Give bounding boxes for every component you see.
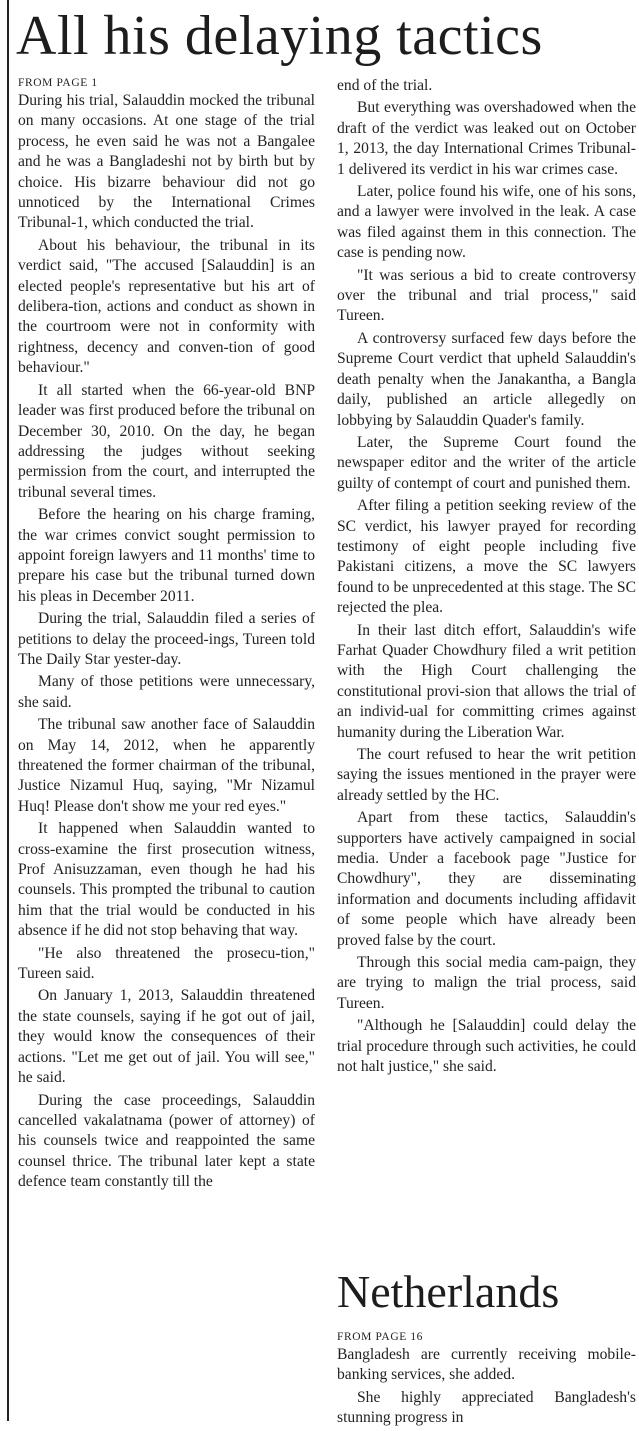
paragraph: But everything was overshadowed when the draft of the verdict was leaked out on October 1, 2013, the day International Crimes Tribunal-1 delivered its verdict in his war crimes case.	[337, 99, 636, 178]
paragraph: A controversy surfaced few days before the Supreme Court verdict that upheld Salauddin's death penalty when the Janakantha, a Bangla daily, published an article allegedly on lobbying by Salauddin Quader's family.	[337, 329, 636, 429]
paragraph: During his trial, Salauddin mocked the tribunal on many occasions. At one stage of the trial process, he even said he was not a Bangalee and he was a Bangladeshi not by birth but by choice. His bizarre behaviour did not go unnoticed by the International Crimes Tribunal-1, which conducted the trial.	[18, 92, 315, 232]
paragraph: "It was serious a bid to create controversy over the tribunal and trial process," said Tureen.	[337, 266, 636, 325]
paragraph: Later, police found his wife, one of his sons, and a lawyer were involved in the leak. A case was filed against them in this connection. The case is pending now.	[337, 183, 636, 262]
continuation-line: end of the trial.	[337, 77, 433, 94]
paragraph: Apart from these tactics, Salauddin's supporters have actively campaigned in social media. Under a facebook page "Justice for Chowdhury", they are disseminating information and documents including affidavit of some people which have already been proved false by the court.	[337, 809, 636, 949]
second-headline: Netherlands	[337, 1266, 560, 1317]
paragraph: After filing a petition seeking review of the SC verdict, his lawyer prayed for recording testimony of eight people including five Pakistani citizens, a move the SC lawyers found to be unprecedented at this stage. The SC rejected the plea.	[337, 497, 636, 617]
article-column-left	[18, 76, 315, 1195]
paragraph: Through this social media cam-paign, they are trying to malign the trial process, said Tureen.	[337, 954, 636, 1012]
second-paragraphs	[337, 1345, 636, 1429]
paragraph: "Although he [Salauddin] could delay the trial procedure through such activities, he could not halt justice," she said.	[337, 1017, 636, 1076]
second-article-column	[337, 1330, 636, 1431]
paragraph: In their last ditch effort, Salauddin's wife Farhat Quader Chowdhury filed a writ petition with the High Court challenging the constitutional provi-sion that allows the trial of an individ-ual for committing crimes against humanity during the Liberation War.	[337, 621, 636, 741]
paragraph: Later, the Supreme Court found the newspaper editor and the writer of the article guilty of contempt of court and punished them.	[337, 433, 636, 492]
left-paragraphs	[18, 91, 315, 1193]
column-rule	[7, 0, 9, 1421]
jump-label: FROM PAGE 1	[18, 77, 98, 89]
article-column-right	[337, 76, 636, 1080]
right-paragraphs	[337, 98, 636, 1077]
paragraph: The tribunal saw another face of Salauddin on May 14, 2012, when he apparently threatened the former chairman of the tribunal, Justice Nizamul Huq, saying, "Mr Nizamul Huq! Please don't show me your red eyes."	[18, 716, 315, 815]
paragraph: On January 1, 2013, Salauddin threatened the state counsels, saying if he got out of jail, they would know the consequences of their actions. "Let me get out of jail. You will see," he said.	[18, 987, 315, 1087]
paragraph: Bangladesh are currently receiving mobile-banking services, she added.	[337, 1346, 636, 1384]
paragraph: Many of those petitions were unnecessary, she said.	[18, 673, 315, 711]
paragraph: Before the hearing on his charge framing, the war crimes convict sought permission to appoint foreign lawyers and 11 months' time to prepare his case but the tribunal turned down his pleas in December 2011.	[18, 506, 315, 605]
paragraph: About his behaviour, the tribunal in its verdict said, "The accused [Salauddin] is an elected people's representative but his art of delibera-tion, actions and conduct as shown in the courtroom were not in conformity with rightness, decency and conven-tion of good behaviour."	[18, 236, 315, 377]
paragraph: During the case proceedings, Salauddin cancelled vakalatnama (power of attorney) of his counsels twice and reappointed the same counsel thrice. The tribunal later kept a state defence team constantly till the	[18, 1091, 315, 1191]
paragraph: During the trial, Salauddin filed a series of petitions to delay the proceed-ings, Tureen told The Daily Star yester-day.	[18, 610, 315, 668]
paragraph: It all started when the 66-year-old BNP leader was first produced before the tribunal on December 30, 2010. On the day, he began addressing the judges without seeking permission from the court, and interrupted the tribunal several times.	[18, 381, 315, 501]
paragraph: The court refused to hear the writ petition saying the issues mentioned in the prayer were already settled by the HC.	[337, 746, 636, 804]
second-jump-label: FROM PAGE 16	[337, 1331, 424, 1343]
paragraph: "He also threatened the prosecu-tion," Tureen said.	[18, 944, 315, 983]
headline: All his delaying tactics	[16, 5, 543, 67]
paragraph: She highly appreciated Bangladesh's stunning progress in	[337, 1388, 636, 1427]
paragraph: It happened when Salauddin wanted to cross-examine the first prosecution witness, Prof Anisuzzaman, even though he had his counsels. This prompted the tribunal to caution him that the trial would be conducted in his absence if he did not stop behaving that way.	[18, 820, 315, 940]
